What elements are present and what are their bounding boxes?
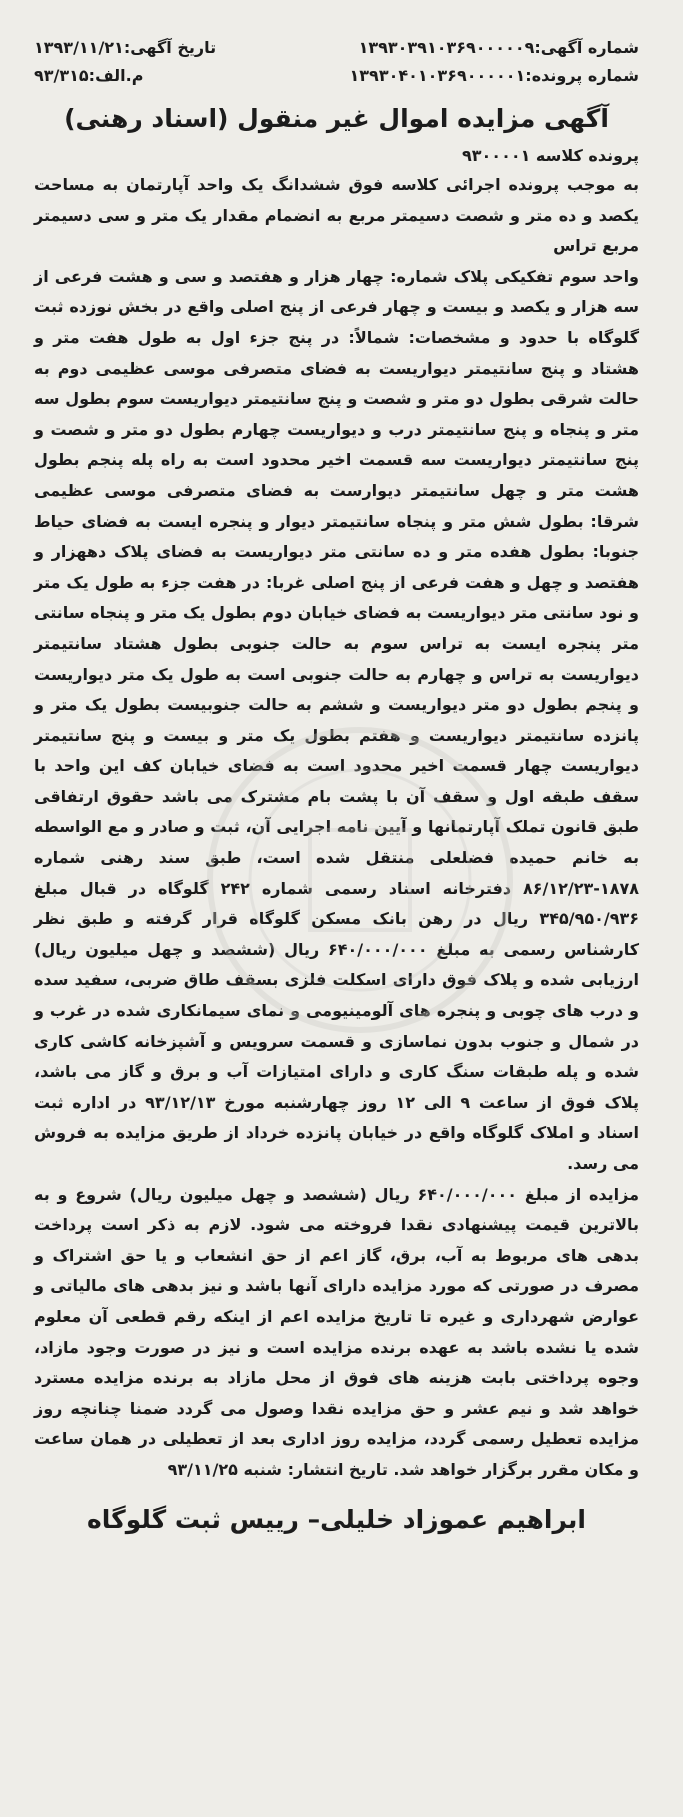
file-number: شماره پرونده:۱۳۹۳۰۴۰۱۰۳۶۹۰۰۰۰۰۱ bbox=[349, 66, 639, 85]
page-title: آگهی مزایده اموال غیر منقول (اسناد رهنی) bbox=[64, 104, 609, 133]
case-class: پرونده کلاسه ۹۳۰۰۰۰۱ bbox=[462, 146, 639, 165]
paragraph-property: به موجب پرونده اجرائی کلاسه فوق ششدانگ یک واحد آپارتمان به مساحت یکصد و ده متر و شصت دسیمتر مربع به انضمام مقدار یک متر و سی دسیمتر مربع تراس bbox=[34, 175, 639, 256]
notice-number: شماره آگهی:۱۳۹۳۰۳۹۱۰۳۶۹۰۰۰۰۰۹ bbox=[358, 38, 639, 57]
notice-meta-row-1 bbox=[34, 34, 639, 62]
signature: ابراهیم عموزاد خلیلی– رییس ثبت گلوگاه bbox=[87, 1504, 586, 1534]
notice-date: تاریخ آگهی:۱۳۹۳/۱۱/۲۱ bbox=[34, 38, 217, 57]
paragraph-auction-terms: مزایده از مبلغ ۶۴۰/۰۰۰/۰۰۰ ریال (ششصد و چهل میلیون ریال) شروع و به بالاترین قیمت پیشنهادی نقدا فروخته می شود. لازم به ذکر است پرداخت بدهی های مربوط به آب، برق، گاز اعم از حق انشعاب و یا حق اشتراک و مصرف در صورتی که مورد مزایده دارای آنها باشد و نیز بدهی های مالیاتی و عوارض شهرداری و غیره تا تاریخ مزایده اعم از اینکه رقم قطعی آن معلوم شده یا نشده باشد به عهده برنده مزایده است و نیز در صورت وجود مازاد، وجوه پرداختی بابت هزینه های فوق از محل مازاد به برنده مزایده مسترد خواهد شد و نیم عشر و حق مزایده نقدا وصول می گردد ضمنا چنانچه روز مزایده تعطیل رسمی گردد، مزایده روز اداری بعد از تعطیلی در همان ساعت و مکان مقرر برگزار خواهد شد. تاریخ انتشار: شنبه ۹۳/۱۱/۲۵ bbox=[34, 1184, 639, 1479]
paragraph-description: واحد سوم تفکیکی پلاک شماره: چهار هزار و هفتصد و سی و هشت فرعی از سه هزار و یکصد و بیست و چهار فرعی از پنج اصلی واقع در بخش نوزده ثبت گلوگاه با حدود و مشخصات: شمالاً: در پنج جزء اول به طول هفت متر و هشتاد و پنج سانتیمتر دیواریست به فضای متصرفی موسی عظیمی دوم به حالت شرقی بطول دو متر و شصت و پنج سانتیمتر دیواریست سوم بطول سه متر و پنجاه و پنج سانتیمتر درب و دیواریست چهارم بطول دو متر و شصت و پنج سانتیمتر دیواریست سه قسمت اخیر محدود است به راه پله پنجم بطول هشت متر و چهل سانتیمتر دیوارست به فضای متصرفی موسی عظیمی شرقا: بطول شش متر و پنجاه سانتیمتر دیوار و پنجره ایست به فضای حیاط جنوبا: بطول هفده متر و ده سانتی متر دیواریست به فضای پلاک دههزار و هفتصد و چهل و هفت فرعی از پنج اصلی غربا: در هفت جزء به طول یک متر و نود سانتی متر دیواریست به فضای خیابان دوم بطول یک متر و پنجاه سانتی متر پنجره ایست به تراس سوم به حالت جنوبی بطول هشتاد سانتیمتر دیواریست به تراس و چهارم به حالت جنوبی است به طول یک متر دیواریست و پنجم بطول دو متر دیواریست و ششم به حالت جنوبیست بطول یک متر و پانزده سانتیمتر دیواریست و هفتم بطول یک متر و بیست و پنج سانتیمتر دیواریست چهار قسمت اخیر محدود است به فضای خیابان کف این واحد با سقف طبقه اول و سقف آن با پشت بام مشترک می باشد حقوق ارتفاقی طبق قانون تملک آپارتمانها و آیین نامه اجرایی آن، ثبت و صادر و مع الواسطه به خانم حمیده فضلعلی منتقل شده است، طبق سند رهنی شماره ۱۸۷۸-۸۶/۱۲/۲۳ دفترخانه اسناد رسمی شماره ۲۴۲ گلوگاه در قبال مبلغ ۳۴۵/۹۵۰/۹۳۶ ریال در رهن بانک مسکن گلوگاه قرار گرفته و طبق نظر کارشناس رسمی به مبلغ ۶۴۰/۰۰۰/۰۰۰ ریال (ششصد و چهل میلیون ریال) ارزیابی شده و پلاک فوق دارای اسکلت فلزی بسقف طاق ضربی، سفید سده و درب های چوبی و پنجره های آلومینیومی و نمای سیمانکاری شده در غرب و در شمال و جنوب بدون نماسازی و قسمت سرویس و آشپزخانه کاشی کاری شده و پله طبقات سنگ کاری و دارای امتیازات آب و برق و گاز می باشد، پلاک فوق از ساعت ۹ الی ۱۲ روز چهارشنبه مورخ ۹۳/۱۲/۱۳ در اداره ثبت اسناد و املاک گلوگاه واقع در خیابان پانزده خرداد از طریق مزایده به فروش می رسد. bbox=[34, 266, 640, 1173]
class-number: م.الف:۹۳/۳۱۵ bbox=[34, 66, 144, 85]
notice-meta-row-2 bbox=[34, 62, 639, 90]
